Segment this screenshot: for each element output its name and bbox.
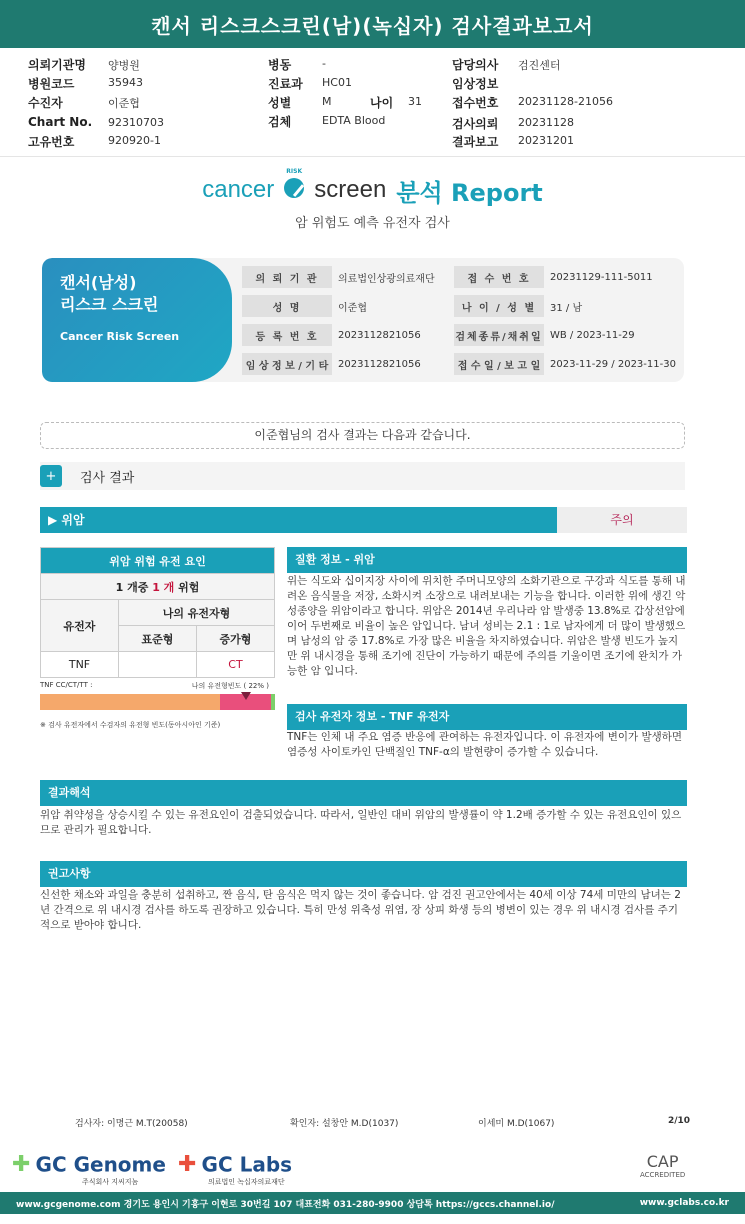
stomach-cancer-bar: ▶ 위암 [40,507,557,533]
report-value: 20231201 [518,134,574,147]
request-label: 검사의뢰 [452,117,499,131]
freq-note: ※ 검사 유전자에서 수검자의 유전형 빈도(동아시아인 기준) [40,721,221,729]
result-header-text: 검사 결과 [80,470,135,486]
card-value: 20231129-111-5011 [550,271,653,283]
report-label: 결과보고 [452,135,499,149]
gc-genome-sub: 주식회사 지씨지놈 [82,1178,139,1186]
hospital-value: 양병원 [108,59,140,72]
footer-right: www.gclabs.co.kr [639,1198,729,1208]
footer-left: www.gcgenome.com 경기도 용인시 기흥구 이현로 30번길 107 대표전화 031-280-9900 상담톡 https://gccs.channel.io/ [16,1199,555,1210]
gene-info-body: TNF는 인체 내 주요 염증 반응에 관여하는 유전자입니다. 이 유전자에 변이가 발생하면 염증성 사이토카인 단백질인 TNF-α의 발현량이 증가할 수 있습니다. [287,731,683,758]
gc-labs-logo [178,1152,292,1187]
freq-right-label: 나의 유전형빈도 ( 22% ) [191,682,269,690]
code-value: 35943 [108,76,143,89]
result-header [40,462,685,490]
tester-signature: 검사자: 이명근 M.T(20058) [75,1119,188,1129]
gene-table-title: 위암 위험 유전 요인 [41,548,275,574]
card-label: 접 수 번 호 [454,266,544,288]
unique-value: 920920-1 [108,134,161,147]
code-label: 병원코드 [28,77,75,91]
unique-label: 고유번호 [28,135,75,149]
hospital-label: 의뢰기관명 [28,58,86,72]
folder-plus-icon: + [40,465,62,487]
brand-report: 분석 Report [396,178,543,207]
gc-labs-sub: 의료법인 녹십자의료재단 [208,1178,285,1186]
brand-logo [0,168,745,208]
interpretation-body: 위암 취약성을 상승시킬 수 있는 유전요인이 검출되었습니다. 따라서, 일반인 대비 위암의 발생률이 약 1.2배 증가할 수 있는 유전요인이 있으므로 관리가 필요합니다. [40,809,682,836]
signatures [0,1116,745,1136]
cross-icon: ✚ [12,1152,31,1177]
card-title-2: 리스크 스크린 [60,295,159,314]
sex-label: 성별 [268,96,292,110]
receipt-label: 접수번호 [452,96,499,110]
dept-value: HC01 [322,76,352,89]
marker-icon [241,692,251,700]
gene-increased: CT [197,652,275,678]
card-label: 등 록 번 호 [242,324,332,346]
recommendation-title: 권고사항 [40,861,687,887]
ward-value: - [322,57,326,70]
frequency-bar [40,694,275,710]
footer [0,1192,745,1214]
card-value: 2023112821056 [338,358,421,370]
card-label: 검체종류/채취일 [454,324,544,346]
gene-col-header: 유전자 [41,600,119,652]
request-value: 20231128 [518,116,574,129]
specimen-value: EDTA Blood [322,114,386,127]
gene-name: TNF [41,652,119,678]
card-row [242,324,635,346]
card-title-1: 캔서(남성) [60,273,137,292]
chart-value: 92310703 [108,116,164,129]
card-label: 접 수 일 / 보 고 일 [454,353,544,375]
patient-label: 수진자 [28,96,63,110]
cross-icon: ✚ [178,1152,197,1177]
ward-label: 병동 [268,58,292,72]
age-label: 나이 [370,96,394,110]
gene-normal [119,652,197,678]
divider [0,156,745,157]
card-value: 2023112821056 [338,329,421,341]
disease-info-title: 질환 정보 - 위암 [287,547,687,573]
card-title-block [42,258,232,382]
card-row [242,295,582,317]
gene-count [41,574,275,600]
brand-cancer: cancer [202,176,275,203]
check-icon [284,178,304,198]
count-post: 위험 [174,580,200,594]
recommendation-body: 신선한 채소와 과일을 충분히 섭취하고, 짠 음식, 탄 음식은 먹지 않는 것이 좋습니다. 암 검진 권고안에서는 40세 이상 74세 미만의 남녀는 2년 간격으로 위 내시경 검사를 하도록 권장하고 있습니다. 특히 만성 위축성 위염, 장 상피 화생 등의 병변이 있는 경우 위 내시경 검사를 주기적으로 받아야 합니다. [40,889,681,931]
card-value: 31 / 남 [550,302,583,314]
specimen-label: 검체 [268,115,292,129]
cap-sub: ACCREDITED [640,1171,686,1179]
doctor-label: 담당의사 [452,58,499,72]
patient-value: 이준협 [108,97,140,110]
disease-info-body: 위는 식도와 십이지장 사이에 위치한 주머니모양의 소화기관으로 구강과 식도를 통해 내려온 음식물을 저장, 소화시켜 소장으로 내려보내는 기능을 합니다. 이러한 위에 생긴 악성종양을 위암이라고 합니다. 위암은 2014년 우리나라 암 발생중 13.8%로 갑상선암에 이어 두번째로 비율이 높은 암입니다. 남녀 성비는 2.1 : 1로 남자에게 더 많이 발생했으며 남성의 암 중 17.8%로 가장 많은 비율을 차지하였습니다. 위암은 발생 빈도가 높지만 위 내시경을 통해 조기에 진단이 가능하기 때문에 주의를 기울이면 조기에 완치가 가능한 암 입니다. [287,575,686,677]
freq-left-label: TNF CC/CT/TT : [40,681,93,689]
card-title-3: Cancer Risk Screen [60,330,180,343]
page-number: 2/10 [668,1116,691,1126]
card-label: 성 명 [242,295,332,317]
card-value: 2023-11-29 / 2023-11-30 [550,358,676,370]
card-label: 임 상 정 보 / 기 타 [242,353,332,375]
receipt-value: 20231128-21056 [518,95,613,108]
clinical-label: 임상정보 [452,77,499,91]
card-value: 이준협 [338,302,367,314]
count-num: 1 개 [152,580,175,594]
freq-segment-mine [220,694,271,710]
greeting: 이준협님의 검사 결과는 다음과 같습니다. [40,422,685,449]
card-label: 나 이 / 성 별 [454,295,544,317]
freq-segment [271,694,275,710]
gc-labs-name: GC Labs [201,1152,293,1177]
card-value: 의료법인상광의료재단 [338,273,435,285]
doctor-value: 검진센터 [518,59,561,72]
header-info [0,54,745,154]
gene-table [40,547,275,678]
subtitle: 암 위험도 예측 유전자 검사 [295,216,450,231]
info-card [42,258,684,382]
age-value: 31 [408,95,422,108]
gene-info-title: 검사 유전자 정보 - TNF 유전자 [287,704,687,730]
risk-logo-mark [284,168,304,202]
card-label: 의 뢰 기 관 [242,266,332,288]
other-signature: 이세미 M.D(1067) [478,1119,555,1129]
freq-labels [40,681,275,689]
card-value: WB / 2023-11-29 [550,329,635,341]
card-row [242,266,653,288]
chart-label: Chart No. [28,115,93,129]
report-title: 캔서 리스크스크린(남)(녹십자) 검사결과보고서 [0,0,745,48]
my-type-header: 나의 유전자형 [119,600,275,626]
sex-value: M [322,95,332,108]
status-badge: 주의 [557,507,687,533]
gc-genome-name: GC Genome [35,1152,166,1177]
normal-header: 표준형 [119,626,197,652]
interpretation-title: 결과해석 [40,780,687,806]
increased-header: 증가형 [197,626,275,652]
gc-genome-logo [12,1152,166,1187]
logos [0,1148,745,1190]
freq-segment [40,694,220,710]
brand-screen: screen [314,176,387,203]
risk-label: RISK [286,168,303,175]
count-pre: 1 개중 [115,580,153,594]
card-row [242,353,676,375]
cap-logo [640,1152,685,1179]
confirmer-signature: 확인자: 설창안 M.D(1037) [290,1119,399,1129]
cap-name: CAP [646,1152,679,1171]
dept-label: 진료과 [268,77,303,91]
